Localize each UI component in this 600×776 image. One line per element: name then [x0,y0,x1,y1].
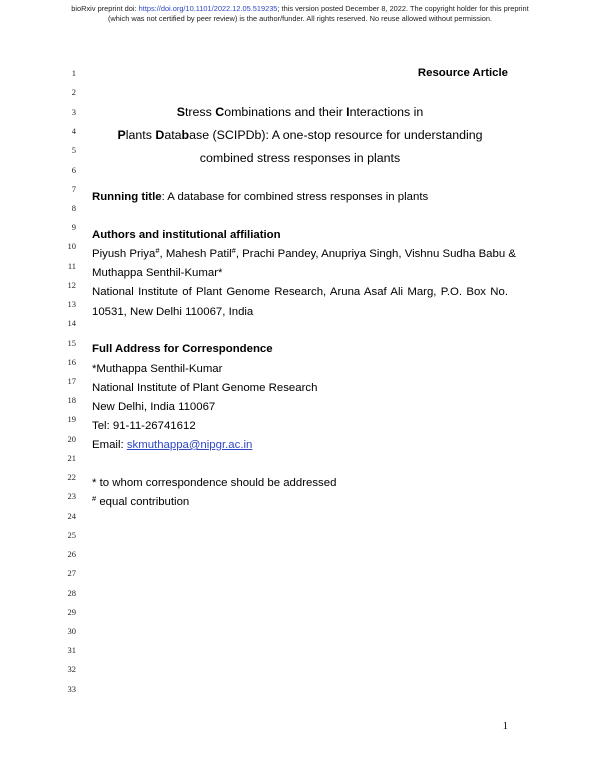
line-number: 14 [67,318,76,328]
line-number: 10 [67,241,76,251]
title-word-part: ombinations and their [224,105,347,119]
line-number: 20 [67,434,76,444]
running-title-text: : A database for combined stress responses in plants [161,191,429,203]
line-number: 1 [71,68,76,78]
authors-line-1 [92,247,516,261]
line-number: 25 [67,530,76,540]
line-number: 29 [67,607,76,617]
line-number: 9 [71,222,76,232]
article-type: Resource Article [417,67,508,79]
line-number: 22 [67,472,76,482]
line-number: 23 [67,491,76,501]
line-number: 30 [67,626,76,636]
email-label: Email: [92,439,127,451]
authors-line-2: Muthappa Senthil-Kumar* [92,267,223,279]
page-number: 1 [502,721,508,732]
correspondence-heading: Full Address for Correspondence [92,343,273,355]
author-name: Piyush Priya [92,248,156,260]
title-word-part: lants [125,128,156,142]
line-number: 33 [67,684,76,694]
footnote-equal-contribution [92,495,189,509]
line-number: 13 [67,299,76,309]
correspondence-institute: National Institute of Plant Genome Research [92,382,318,394]
title-initial-p: P [117,128,126,142]
footnote-correspondence: * to whom correspondence should be addressed [92,477,337,489]
line-number: 2 [71,87,76,97]
title-line-2 [92,128,508,142]
line-number: 6 [71,165,76,175]
title-word-part: tress [184,105,216,119]
line-number: 8 [71,203,76,213]
preprint-header-prefix: bioRxiv preprint doi: [71,4,139,13]
affiliation-line-1: National Institute of Plant Genome Research, Aruna Asaf Ali Marg, P.O. Box No. [92,286,508,298]
title-initial-b: b [181,128,190,142]
line-number: 26 [67,549,76,559]
line-number: 19 [67,414,76,424]
authors-heading: Authors and institutional affiliation [92,229,281,241]
affiliation-line-2: 10531, New Delhi 110067, India [92,306,254,318]
line-number: 32 [67,664,76,674]
line-number: 21 [67,453,76,463]
title-word-part: ata [164,128,182,142]
email-link[interactable]: skmuthappa@nipgr.ac.in [126,439,253,451]
title-word-part: nteractions in [349,105,424,119]
title-line-3: combined stress responses in plants [199,151,401,165]
preprint-header-line-2: (which was not certified by peer review) is the author/funder. All rights reserved. No reuse allowed without permission. [107,13,493,23]
line-number: 11 [67,261,76,271]
equal-contribution-mark: # [231,246,236,255]
equal-contribution-mark: # [92,494,97,503]
line-number: 17 [67,376,76,386]
correspondence-name: *Muthappa Senthil-Kumar [92,363,223,375]
line-number: 15 [67,338,76,348]
correspondence-city: New Delhi, India 110067 [92,401,216,413]
title-initial-i: I [346,105,350,119]
title-initial-s: S [176,105,185,119]
title-line-1 [92,105,508,119]
line-number: 12 [67,280,76,290]
line-number: 7 [71,184,76,194]
line-number: 3 [71,107,76,117]
author-names-rest: , Prachi Pandey, Anupriya Singh, Vishnu Sudha Babu & [235,248,516,260]
line-number: 4 [71,126,76,136]
author-name: , Mahesh Patil [159,248,232,260]
correspondence-tel: Tel: 91-11-26741612 [92,420,196,432]
line-number: 5 [71,145,76,155]
preprint-header [0,4,600,23]
line-number: 27 [67,568,76,578]
preprint-header-suffix: ; this version posted December 8, 2022. The copyright holder for this preprint [277,4,529,13]
line-number: 31 [67,645,76,655]
line-number: 24 [67,511,76,521]
line-number: 16 [67,357,76,367]
title-word-part: ase (SCIPDb): A one-stop resource for understanding [189,128,483,142]
doi-link[interactable]: https://doi.org/10.1101/2022.12.05.519235 [138,4,278,13]
title-initial-c: C [215,105,225,119]
preprint-header-line-1 [0,4,600,14]
running-title-label: Running title [92,191,162,203]
line-number: 18 [67,395,76,405]
equal-contribution-mark: # [155,246,160,255]
running-title [92,190,428,204]
footnote-equal-text: equal contribution [96,496,190,508]
line-number: 28 [67,588,76,598]
correspondence-email-line [92,438,252,452]
title-initial-d: D [155,128,165,142]
